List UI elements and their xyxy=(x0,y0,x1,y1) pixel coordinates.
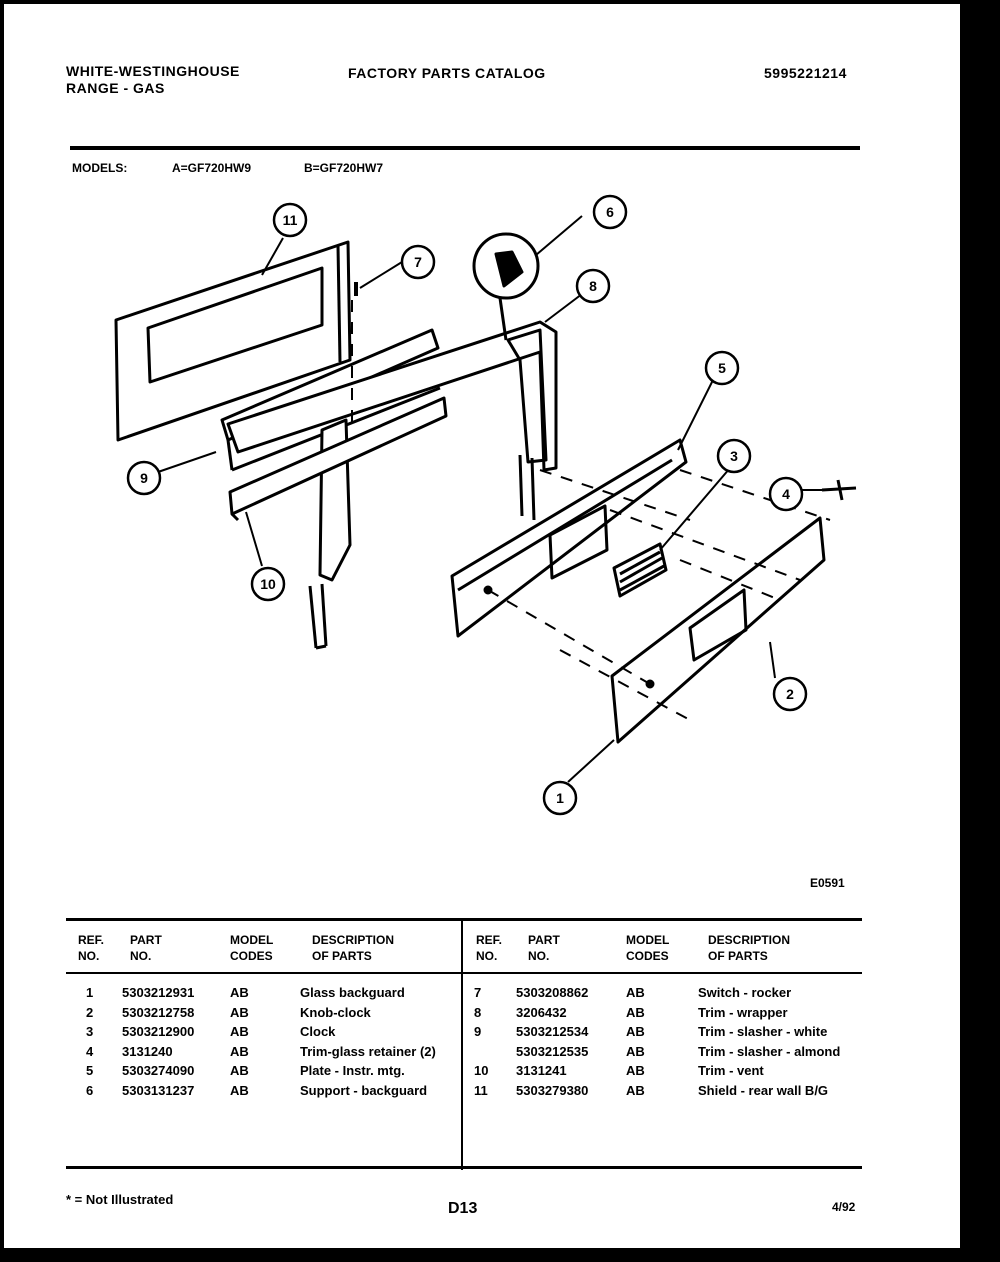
table-row-desc: Support - backguard xyxy=(300,1082,428,1098)
callout-10-label: 10 xyxy=(260,576,276,592)
figure-code: E0591 xyxy=(810,876,845,890)
right-codes-column xyxy=(626,983,645,1100)
table-row-codes: AB xyxy=(230,1063,249,1078)
header-part: PART NO. xyxy=(130,933,162,963)
table-row-ref: 6 xyxy=(86,1082,94,1098)
table-row-part: 3206432 xyxy=(516,1004,567,1020)
callout-3-label: 3 xyxy=(730,448,738,464)
not-illustrated-note: * = Not Illustrated xyxy=(66,1192,174,1207)
table-row-codes: AB xyxy=(626,1043,645,1059)
table-row-ref: 3 xyxy=(86,1024,94,1039)
callout-2-label: 2 xyxy=(786,686,794,702)
table-row-part: 5303212534 xyxy=(516,1024,589,1039)
table-row-desc: Switch - rocker xyxy=(698,985,792,1000)
table-row-desc: Trim - slasher - white xyxy=(698,1024,828,1039)
table-row-ref: 10 xyxy=(474,1063,489,1078)
clock-part xyxy=(614,544,666,596)
table-row-ref: 11 xyxy=(474,1082,488,1098)
table-row-codes: AB xyxy=(626,1024,645,1039)
table-row-desc: Trim - vent xyxy=(698,1063,764,1078)
glass-retainer-part xyxy=(822,480,856,500)
page-number: D13 xyxy=(448,1200,478,1217)
table-row-ref xyxy=(474,1042,488,1062)
table-row-codes: AB xyxy=(230,1043,249,1059)
callout-11-label: 11 xyxy=(282,212,298,228)
table-row-ref: 9 xyxy=(474,1024,482,1039)
table-divider xyxy=(461,918,463,1170)
header-ref: REF. NO. xyxy=(78,933,105,963)
table-row-desc: Plate - Instr. mtg. xyxy=(300,1063,405,1078)
callout-4-label: 4 xyxy=(782,486,790,502)
table-row-ref: 4 xyxy=(86,1043,94,1059)
instrument-plate-part xyxy=(452,440,686,636)
catalog-date: 4/92 xyxy=(832,1200,856,1214)
table-row-codes: AB xyxy=(626,1082,645,1098)
callout-5-label: 5 xyxy=(718,360,726,376)
table-row-ref: 7 xyxy=(474,985,482,1000)
backguard-support-detail xyxy=(474,234,538,340)
catalog-title: FACTORY PARTS CATALOG xyxy=(348,65,546,81)
header-model: MODEL CODES xyxy=(230,933,274,963)
table-row-codes: AB xyxy=(230,985,249,1000)
table-row-part: 5303208862 xyxy=(516,985,589,1000)
table-row-part: 5303131237 xyxy=(122,1082,195,1098)
table-row-desc: Trim - wrapper xyxy=(698,1004,788,1020)
callout-7-label: 7 xyxy=(414,254,422,270)
callout-1-label: 1 xyxy=(556,790,564,806)
table-row-part: 5303279380 xyxy=(516,1082,589,1098)
model-b: B=GF720HW7 xyxy=(304,161,384,175)
table-row-part: 3131241 xyxy=(516,1063,567,1078)
right-part-column xyxy=(516,983,588,1100)
table-row-part: 5303274090 xyxy=(122,1063,195,1078)
table-row-part: 3131240 xyxy=(122,1043,173,1059)
table-row-desc: Trim - slasher - almond xyxy=(698,1043,841,1059)
header-desc-right: DESCRIPTION OF PARTS xyxy=(708,933,791,963)
table-row-desc: Clock xyxy=(300,1024,336,1039)
table-row-desc: Glass backguard xyxy=(300,985,405,1000)
right-ref-column xyxy=(474,983,488,1100)
table-header-rule xyxy=(66,972,862,974)
table-row-codes: AB xyxy=(230,1024,249,1039)
table-row-part: 5303212758 xyxy=(122,1004,195,1020)
left-ref-column xyxy=(86,983,93,1100)
table-row-desc: Trim-glass retainer (2) xyxy=(300,1043,436,1059)
table-row-part: 5303212900 xyxy=(122,1024,195,1039)
models-label: MODELS: xyxy=(72,161,128,175)
callout-9-label: 9 xyxy=(140,470,148,486)
catalog-number: 5995221214 xyxy=(764,65,847,81)
left-desc-column xyxy=(300,983,436,1100)
header-part-right: PART NO. xyxy=(528,933,560,963)
table-row-codes: AB xyxy=(230,1004,249,1020)
product-type: RANGE - GAS xyxy=(66,80,165,96)
table-bottom-rule xyxy=(66,1166,862,1169)
callout-6-label: 6 xyxy=(606,204,614,220)
header-model-right: MODEL CODES xyxy=(626,933,670,963)
table-row-part: 5303212535 xyxy=(516,1043,589,1059)
table-row-desc: Knob-clock xyxy=(300,1004,371,1020)
table-row-ref: 1 xyxy=(86,985,94,1000)
model-a: A=GF720HW9 xyxy=(172,161,252,175)
table-row-ref: 2 xyxy=(86,1004,94,1020)
table-row-codes: AB xyxy=(626,1063,645,1078)
table-row-desc: Shield - rear wall B/G xyxy=(698,1082,829,1098)
table-row-ref: 5 xyxy=(86,1063,94,1078)
right-desc-column xyxy=(698,983,840,1100)
left-codes-column xyxy=(230,983,249,1100)
brand-name: WHITE-WESTINGHOUSE xyxy=(66,63,240,79)
callout-8-label: 8 xyxy=(589,278,597,294)
table-row-codes: AB xyxy=(626,1004,645,1020)
table-row-part: 5303212931 xyxy=(122,985,195,1000)
table-top-rule xyxy=(66,918,862,921)
header-desc: DESCRIPTION OF PARTS xyxy=(312,933,395,963)
table-row-codes: AB xyxy=(626,985,645,1000)
header-ref-right: REF. NO. xyxy=(476,933,503,963)
table-row-codes: AB xyxy=(230,1082,249,1098)
table-row-ref: 8 xyxy=(474,1004,482,1020)
left-part-column xyxy=(122,983,194,1100)
